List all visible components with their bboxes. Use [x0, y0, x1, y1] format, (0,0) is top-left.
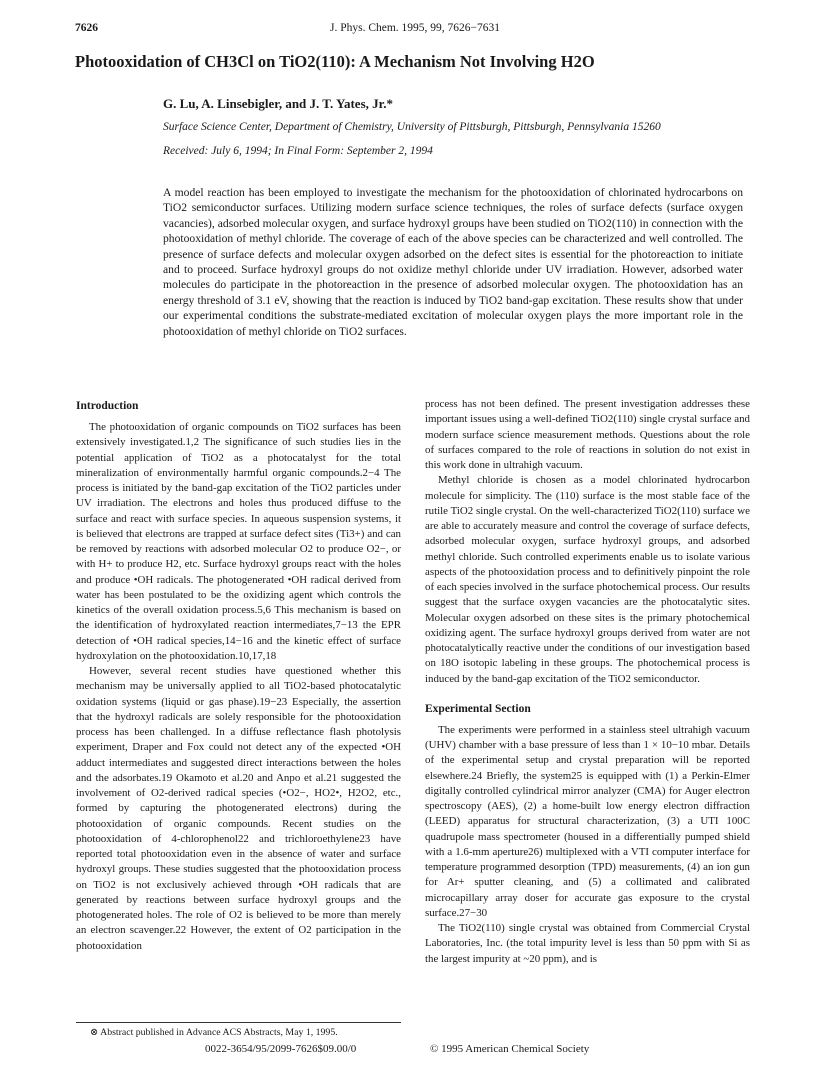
footnote: ⊗ Abstract published in Advance ACS Abstracts, May 1, 1995.	[90, 1027, 338, 1038]
received-dates: Received: July 6, 1994; In Final Form: September 2, 1994	[163, 145, 433, 157]
abstract: A model reaction has been employed to investigate the mechanism for the photooxidation of chlorinated hydrocarbons on TiO2 semiconductor surfaces. Utilizing modern surface science techniques, the roles of surface defects (surface oxygen vacancies), adsorbed molecular oxygen, and surface hydroxyl groups have been studied on TiO2(110) in connection with the photooxidation of methyl chloride. The coverage of each of the above species can be characterized and well controlled. The presence of surface defects and molecular oxygen adsorbed on the defect sites is essential for the photoreaction to initiate and to proceed. Surface hydroxyl groups do not oxidize methyl chloride under UV irradiation. However, adsorbed water molecules do participate in the photoreaction in the presence of adsorbed molecular oxygen. The photooxidation has an energy threshold of 3.1 eV, showing that the reaction is induced by TiO2 band-gap excitation. These results show that under our experimental conditions the substrate-mediated excitation of molecular oxygen plays the more important role in the photooxidation of methyl chloride on TiO2 surfaces.	[163, 186, 743, 338]
right-column	[425, 397, 750, 967]
page-number: 7626	[75, 22, 98, 34]
journal-citation: J. Phys. Chem. 1995, 99, 7626−7631	[329, 22, 501, 34]
intro-paragraph-2: However, several recent studies have questioned whether this mechanism may be universally applied to all TiO2-based photocatalytic oxidation systems (liquid or gas phase).19−23 Especially, the assertion that the hydroxyl radicals are solely responsible for the photooxidation process has been challenged. In a diffuse reflectance flash photolysis experiment, Draper and Fox could not detect any of the expected •OH adduct intermediates and suggested direct interactions between the holes and the adsorbates.19 Okamoto et al.20 and Anpo et al.21 suggested the involvement of O2-derived radical species (•O2−, HO2•, H2O2, etc., formed by capturing the photogenerated electrons) during the photooxidation of organic compounds. Recent studies on the photooxidation of 4-chlorophenol22 and trichloroethylene23 have reported total photooxidation even in the absence of water and surface hydroxyl groups. These studies suggested that the photooxidation process on TiO2 is not exclusively achieved through •OH radicals that are generated by reactions between surface hydroxyl groups and the photogenerated holes. The role of O2 is believed to be more than merely an electron scavenger.22 However, the extent of O2 participation in the photooxidation	[76, 665, 401, 952]
section-heading-introduction: Introduction	[76, 400, 139, 412]
intro-paragraph-continued: process has not been defined. The present investigation addresses these important issues using a well-defined TiO2(110) single crystal surface and modern surface science measurement methods. Questions about the role of surfaces compared to the role of reactions in solution do not exist in this work done in ultrahigh vacuum.	[425, 398, 750, 471]
section-heading-experimental: Experimental Section	[425, 702, 531, 715]
article-code: 0022-3654/95/2099-7626$09.00/0	[205, 1043, 357, 1055]
experimental-paragraph-1: The experiments were performed in a stainless steel ultrahigh vacuum (UHV) chamber with a base pressure of less than 1 × 10−10 mbar. Details of the experimental setup and crystal preparation will be reported elsewhere.24 Briefly, the system25 is equipped with (1) a Perkin-Elmer digitally controlled cylindrical mirror analyzer (CMA) for Auger electron spectroscopy (AES), (2) a home-built low energy electron diffraction (LEED) apparatus for structural characterization, (3) a UTI 100C quadrupole mass spectrometer (housed in a differentially pumped shield with a 1.6-mm aperture26) multiplexed with a VTI computer interface for temperature programmed desorption (TPD) measurements, (4) an ion gun for Ar+ sputter cleaning, and (5) a collimated and calibrated microcapillary array doser for accurate gas exposure to the crystal surface.27−30	[425, 723, 750, 919]
author-list: G. Lu, A. Linsebigler, and J. T. Yates, Jr.*	[163, 96, 393, 111]
affiliation: Surface Science Center, Department of Chemistry, University of Pittsburgh, Pittsburgh, Pennsylvania 15260	[163, 121, 661, 133]
footnote-rule	[76, 1022, 401, 1023]
intro-paragraph-3: Methyl chloride is chosen as a model chlorinated hydrocarbon molecule for simplicity. The (110) surface is the most stable face of the rutile TiO2 single crystal. On the well-characterized TiO2(110) surface we are able to accurately measure and control the coverage of surface defects, adsorbed molecular oxygen, surface hydroxyl groups, and adsorbed methyl chloride. Such controlled experiments enable us to isolate various aspects of the photooxidation process and to definitively pinpoint the role of each species involved in the surface photochemical process. Our results suggest that the surface oxygen vacancies are the photocatalytic sites. Molecular oxygen adsorbed on these sites is the primary photochemical oxidizing agent. The surface hydroxyl groups derived from water are not photocatalytically reactive under the conditions of our investigation based on 18O isotopic labeling in these groups. The photochemical process is induced by the band-gap excitation of the TiO2 semiconductor.	[425, 474, 750, 685]
copyright: © 1995 American Chemical Society	[430, 1043, 590, 1055]
left-column	[76, 398, 401, 954]
intro-paragraph-1: The photooxidation of organic compounds on TiO2 surfaces has been extensively investigated.1,2 The significance of such studies lies in the potential application of TiO2 as a photocatalyst for the total mineralization of environmentally harmful organic compounds.2−4 The process is initiated by the band-gap excitation of the TiO2 particles under UV irradiation. The electrons and holes thus produced diffuse to the surface and react with surface species. In aqueous suspension systems, it is believed that electrons are trapped at surface defect sites (Ti3+) and can be removed by reactions with adsorbed molecular O2 to produce O2−, or with H+ to produce H2, etc. Surface hydroxyl groups react with the holes and produce •OH radicals. The photogenerated •OH radical derived from water has been postulated to be the oxidizing agent which controls the kinetics of the overall oxidation process.5,6 This mechanism is based on the identification of hydroxylated reaction intermediates,7−13 the EPR detection of •OH radical species,14−16 and the kinetic effect of surface hydroxylation on the photooxidation.10,17,18	[76, 421, 401, 662]
article-title: Photooxidation of CH3Cl on TiO2(110): A Mechanism Not Involving H2O	[75, 52, 595, 71]
running-header	[75, 22, 755, 36]
experimental-paragraph-2: The TiO2(110) single crystal was obtained from Commercial Crystal Laboratories, Inc. (the total impurity level is less than 50 ppm with Si as the largest impurity at ~20 ppm), and is	[425, 922, 750, 965]
